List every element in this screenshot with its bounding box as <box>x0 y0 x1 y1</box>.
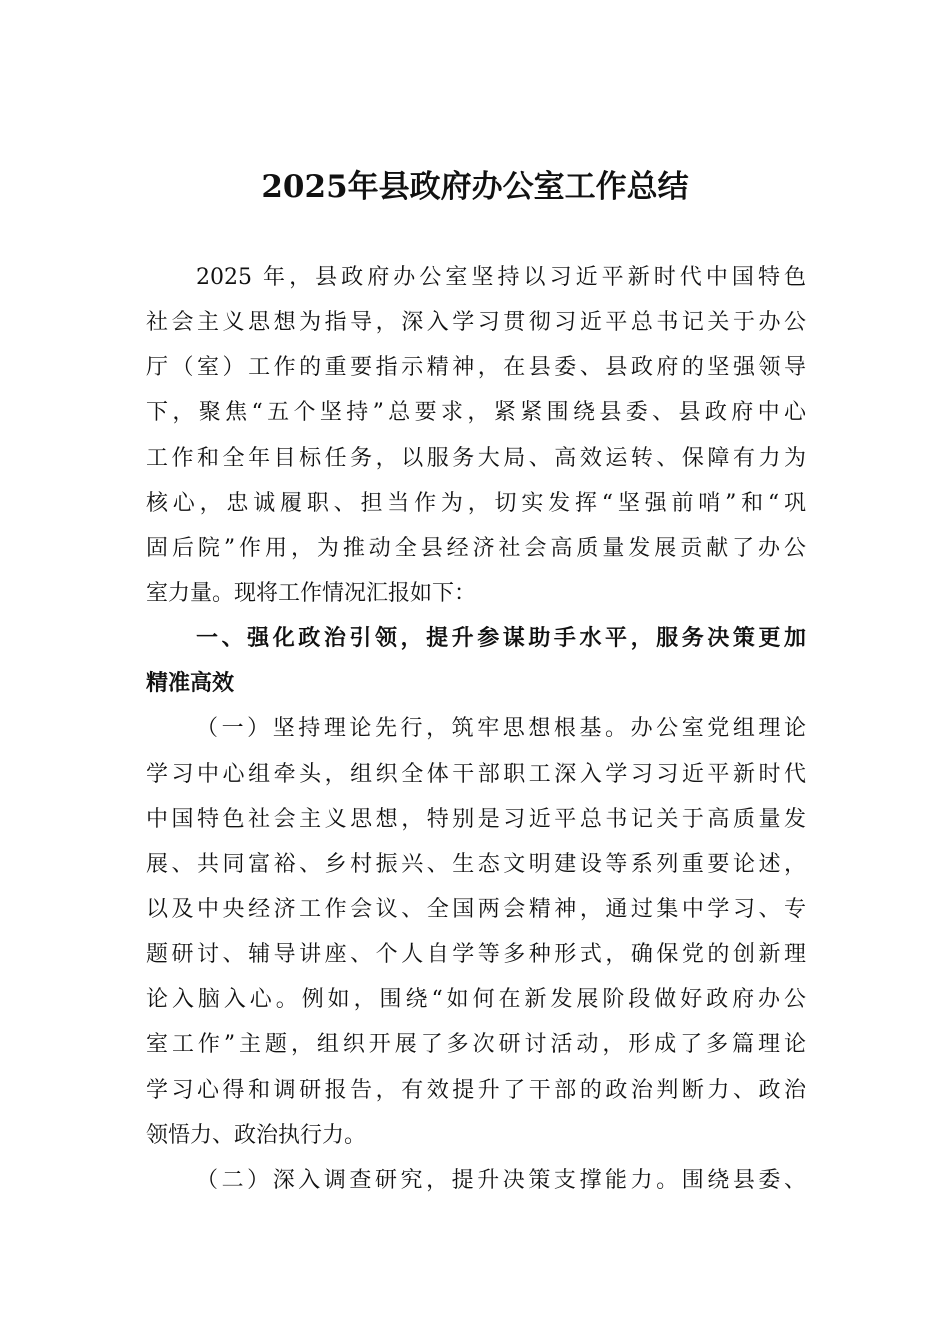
text-line: 题研讨、辅导讲座、个人自学等多种形式，确保党的创新理 <box>146 942 806 968</box>
text-line: 2025 年，县政府办公室坚持以习近平新时代中国特色 <box>196 265 806 290</box>
text-line: （二）深入调查研究，提升决策支撑能力。围绕县委、 <box>196 1167 806 1193</box>
text-line: 学习心得和调研报告，有效提升了干部的政治判断力、政治 <box>146 1077 806 1103</box>
text-line: 室工作”主题，组织开展了多次研讨活动，形成了多篇理论 <box>146 1032 806 1058</box>
heading-line: 一、强化政治引领，提升参谋助手水平，服务决策更加 <box>196 626 806 652</box>
subsection-2-paragraph <box>146 1158 806 1203</box>
intro-paragraph <box>146 255 806 616</box>
text-line: 领悟力、政治执行力。 <box>146 1122 367 1148</box>
text-line: 社会主义思想为指导，深入学习贯彻习近平总书记关于办公 <box>146 310 806 336</box>
text-line: 下，聚焦“五个坚持”总要求，紧紧围绕县委、县政府中心 <box>146 400 806 426</box>
text-line: 论入脑入心。例如，围绕“如何在新发展阶段做好政府办公 <box>146 987 806 1013</box>
text-line: 工作和全年目标任务，以服务大局、高效运转、保障有力为 <box>146 445 806 471</box>
heading-line: 精准高效 <box>146 671 235 697</box>
text-line: 学习中心组牵头，组织全体干部职工深入学习习近平新时代 <box>146 761 806 787</box>
subsection-1-paragraph <box>146 706 806 1157</box>
text-line: 中国特色社会主义思想，特别是习近平总书记关于高质量发 <box>146 806 806 832</box>
section-heading-1 <box>146 616 806 706</box>
text-line: 展、共同富裕、乡村振兴、生态文明建设等系列重要论述， <box>146 851 806 877</box>
document-body <box>146 255 806 1203</box>
text-line: 以及中央经济工作会议、全国两会精神，通过集中学习、专 <box>146 896 806 922</box>
text-line: 固后院”作用，为推动全县经济社会高质量发展贡献了办公 <box>146 535 806 561</box>
text-line: （一）坚持理论先行，筑牢思想根基。办公室党组理论 <box>196 716 806 742</box>
document-title: 2025年县政府办公室工作总结 <box>261 169 689 205</box>
text-line: 核心，忠诚履职、担当作为，切实发挥“坚强前哨”和“巩 <box>146 490 806 516</box>
text-line: 室力量。现将工作情况汇报如下： <box>146 580 477 606</box>
text-line: 厅（室）工作的重要指示精神，在县委、县政府的坚强领导 <box>146 355 806 381</box>
